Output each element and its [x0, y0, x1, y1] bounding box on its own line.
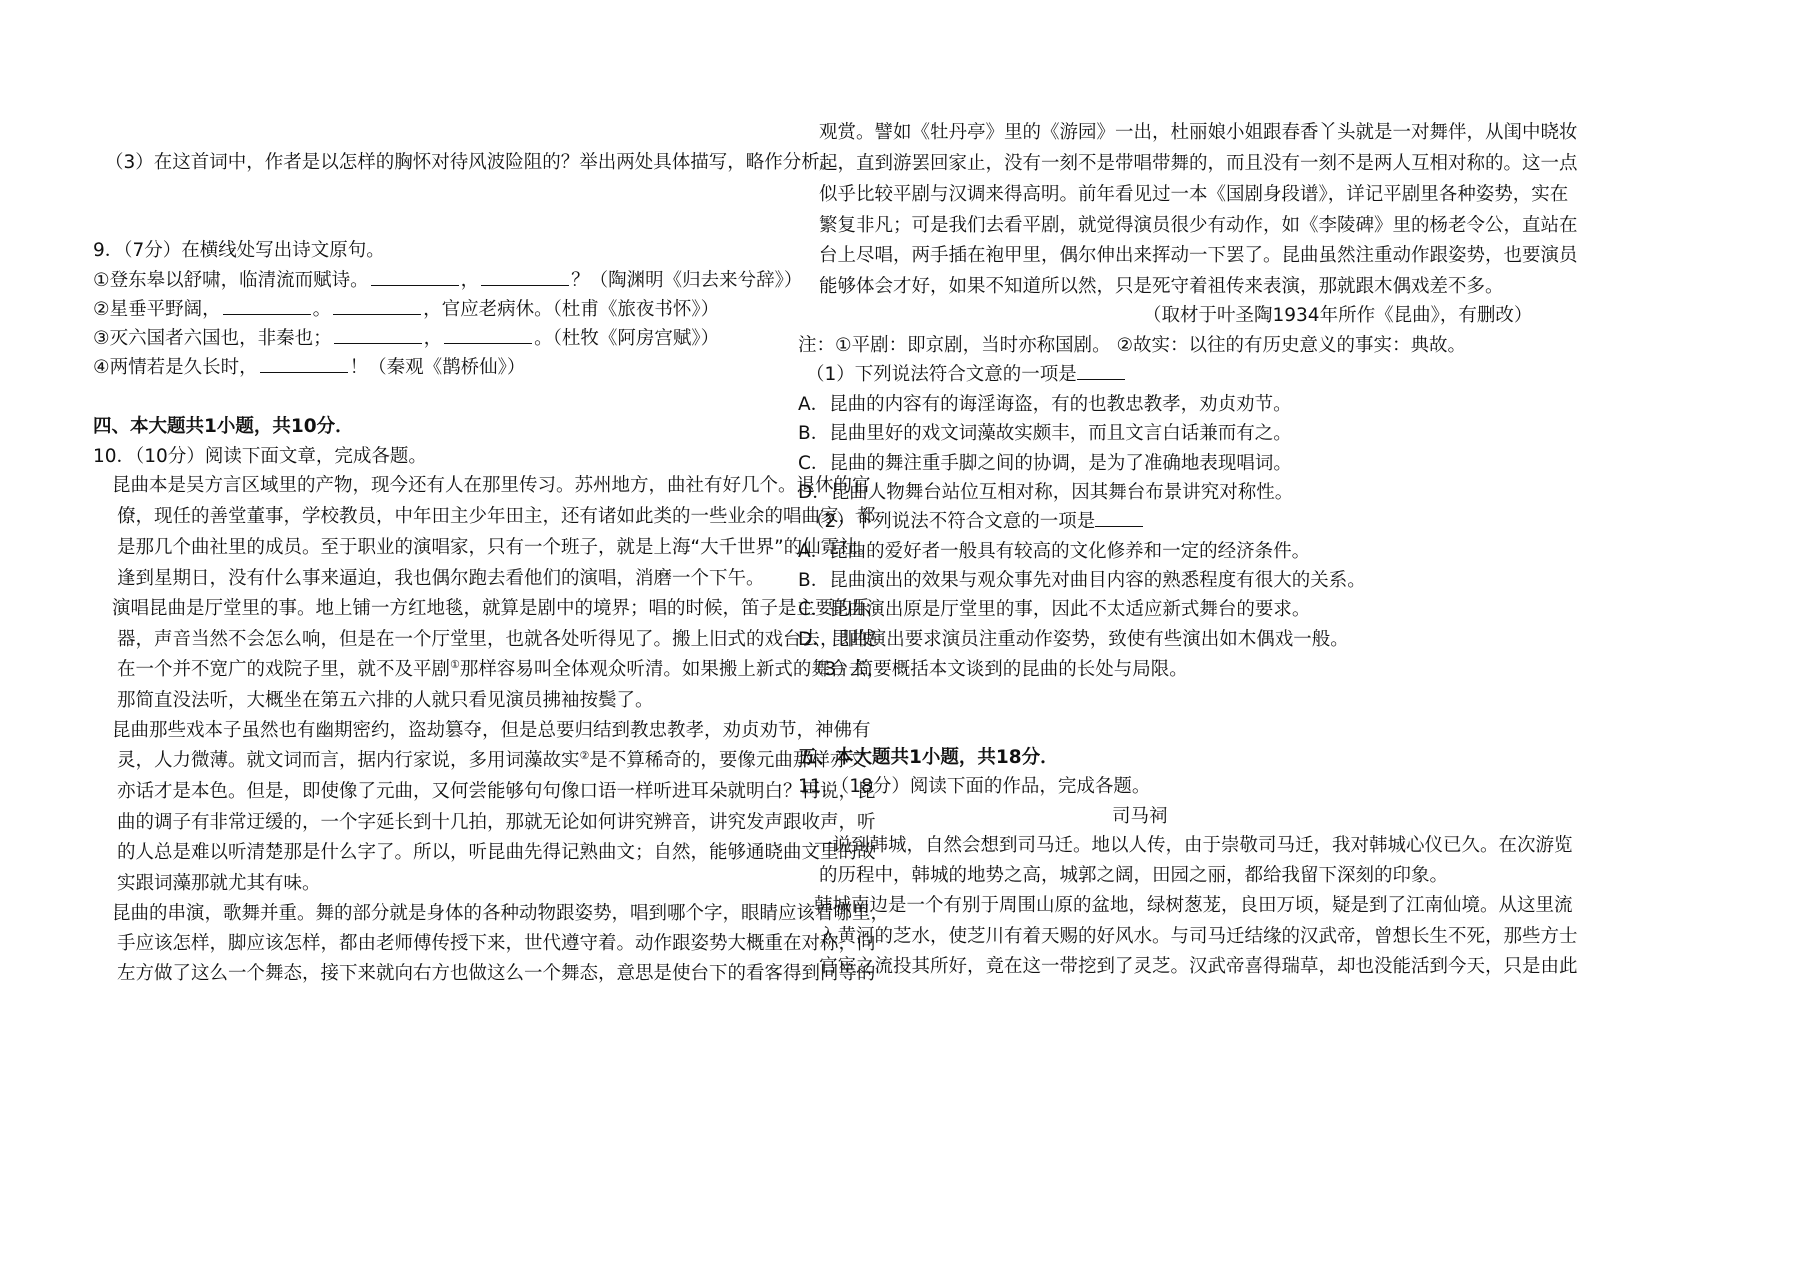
q9-line3: ③灭六国者六国也，非秦也； ， 。（杜牧《阿房宫赋》） — [93, 328, 720, 349]
paragraph-line: 台上尽唱，两手插在袍甲里，偶尔伸出来挥动一下罢了。昆曲虽然注重动作跟姿势，也要演员 — [819, 245, 1578, 266]
article-title: 司马祠 — [1112, 806, 1168, 827]
q9-line2: ②星垂平野阔， 。 ，官应老病休。（杜甫《旅夜书怀》） — [93, 299, 720, 320]
q9-line1: ①登东皋以舒啸，临清流而赋诗。 ， ？（陶渊明《归去来兮辞》） — [93, 270, 803, 291]
paragraph-line: 曲的调子有非常迂缓的，一个字延长到十几拍，那就无论如何讲究辨音，讲究发声跟收声，听 — [117, 812, 876, 833]
q9-line4: ④两情若是久长时， ！（秦观《鹊桥仙》） — [93, 357, 526, 378]
paragraph-line: 是那几个曲社里的成员。至于职业的演唱家，只有一个班子，就是上海“大千世界”的仙霓社。 — [117, 537, 877, 558]
sub-question-3: （3）简要概括本文谈到的昆曲的长处与局限。 — [806, 659, 1188, 680]
source-citation: （取材于叶圣陶1934年所作《昆曲》，有删改） — [1143, 305, 1533, 326]
paragraph-line: 左方做了这么一个舞态，接下来就向右方也做这么一个舞态，意思是使台下的看客得到同等的 — [117, 963, 876, 984]
answer-blank[interactable] — [333, 300, 421, 315]
answer-blank[interactable] — [481, 271, 569, 286]
q9-title: 9．（7分）在横线处写出诗文原句。 — [93, 240, 385, 261]
answer-blank[interactable] — [371, 271, 459, 286]
option-a: A．昆曲的爱好者一般具有较高的文化修养和一定的经济条件。 — [798, 541, 1311, 562]
paragraph-line: 那简直没法听，大概坐在第五六排的人就只看见演员拂袖按鬓了。 — [117, 690, 654, 711]
paragraph-line: 实跟词藻那就尤其有味。 — [117, 873, 321, 894]
paragraph-line: 一说到韩城，自然会想到司马迁。地以人传，由于崇敬司马迁，我对韩城心仪已久。在次游览 — [814, 835, 1573, 856]
paragraph-line: 的人总是难以听清楚那是什么字了。所以，听昆曲先得记熟曲文；自然，能够通晓曲文里的故 — [117, 842, 876, 863]
paragraph-line: 观赏。譬如《牡丹亭》里的《游园》一出，杜丽娘小姐跟春香丫头就是一对舞伴，从闺中晓妆 — [819, 122, 1578, 143]
sub-question-1: （1）下列说法符合文意的一项是 — [806, 364, 1125, 386]
option-c: C．昆曲的舞注重手脚之间的协调，是为了准确地表现唱词。 — [798, 453, 1292, 474]
option-d: D．昆曲人物舞台站位互相对称，因其舞台布景讲究对称性。 — [798, 482, 1294, 503]
answer-blank[interactable] — [1077, 365, 1125, 380]
paragraph-line: 昆曲本是吴方言区域里的产物，现今还有人在那里传习。苏州地方，曲社有好几个。退休的官 — [112, 475, 871, 496]
paragraph-line: 逢到星期日，没有什么事来逼迫，我也偶尔跑去看他们的演唱，消磨一个下午。 — [117, 568, 765, 589]
paragraph-line: 韩城南边是一个有别于周围山原的盆地，绿树葱茏，良田万顷，疑是到了江南仙境。从这里流 — [814, 895, 1573, 916]
paragraph-line: 能够体会才好，如果不知道所以然，只是死守着祖传来表演，那就跟木偶戏差不多。 — [819, 276, 1504, 297]
paragraph-line: 昆曲那些戏本子虽然也有幽期密约，盗劫篡夺，但是总要归结到教忠教孝，劝贞劝节，神佛有 — [112, 720, 871, 741]
option-d: D．昆曲演出要求演员注重动作姿势，致使有些演出如木偶戏一般。 — [798, 629, 1349, 650]
sub-question-2: （2）下列说法不符合文意的一项是 — [806, 511, 1143, 533]
paragraph-line: 昆曲的串演，歌舞并重。舞的部分就是身体的各种动物跟姿势，唱到哪个字，眼睛应该看哪里， — [112, 903, 890, 924]
q10-title: 10．（10分）阅读下面文章，完成各题。 — [93, 446, 427, 467]
answer-blank[interactable] — [444, 329, 532, 344]
answer-blank[interactable] — [1095, 512, 1143, 527]
option-b: B．昆曲里好的戏文词藻故实颇丰，而且文言白话兼而有之。 — [798, 423, 1292, 444]
answer-blank[interactable] — [223, 300, 311, 315]
footnote-marker: ① — [450, 658, 460, 671]
section-4-heading: 四、本大题共1小题，共10分． — [93, 416, 354, 437]
answer-blank[interactable] — [260, 358, 348, 373]
footnote-marker: ② — [579, 749, 590, 762]
footnote: 注：①平剧：即京剧，当时亦称国剧。 ②故实：以往的有历史意义的事实：典故。 — [798, 335, 1467, 356]
option-c: C．昆曲演出原是厅堂里的事，因此不太适应新式舞台的要求。 — [798, 599, 1311, 620]
paragraph-line: 入黄河的芝水，使芝川有着天赐的好风水。与司马迁结缘的汉武帝，曾想长生不死，那些方士 — [819, 926, 1578, 947]
option-a: A．昆曲的内容有的诲淫诲盗，有的也教忠教孝，劝贞劝节。 — [798, 394, 1292, 415]
paragraph-line: 繁复非凡；可是我们去看平剧，就觉得演员很少有动作，如《李陵碑》里的杨老令公，直站在 — [819, 215, 1578, 236]
paragraph-line: 器，声音当然不会怎么响，但是在一个厅堂里，也就各处听得见了。搬上旧式的戏台去，即使 — [117, 629, 876, 650]
paragraph-line: 似乎比较平剧与汉调来得高明。前年看见过一本《国剧身段谱》，详记平剧里各种姿势，实在 — [819, 184, 1569, 205]
paragraph-line: 演唱昆曲是厅堂里的事。地上铺一方红地毯，就算是剧中的境界；唱的时候，笛子是主要的乐 — [112, 598, 871, 619]
paragraph-line: 僚，现任的善堂董事，学校教员，中年田主少年田主，还有诸如此类的一些业余的唱曲家，都 — [117, 506, 876, 527]
paragraph-line: 在一个并不宽广的戏院子里，就不及平剧①那样容易叫全体观众听清。如果搬上新式的舞台去， — [117, 658, 886, 680]
q8-sub3: （3）在这首词中，作者是以怎样的胸怀对待风波险阻的？举出两处具体描写，略作分析。 — [105, 152, 839, 173]
paragraph-line: 的历程中，韩城的地势之高，城郭之阔，田园之丽，都给我留下深刻的印象。 — [819, 865, 1449, 886]
paragraph-line: 手应该怎样，脚应该怎样，都由老师傅传授下来，世代遵守着。动作跟姿势大概重在对称，向 — [117, 933, 876, 954]
answer-blank[interactable] — [334, 329, 422, 344]
paragraph-line: 亦话才是本色。但是，即使像了元曲，又何尝能够句句像口语一样听进耳朵就明白？再说，昆 — [117, 781, 876, 802]
option-b: B．昆曲演出的效果与观众事先对曲目内容的熟悉程度有很大的关系。 — [798, 570, 1366, 591]
paragraph-line: 官宦之流投其所好，竟在这一带挖到了灵芝。汉武帝喜得瑞草，却也没能活到今天，只是由此 — [819, 956, 1578, 977]
section-5-heading: 五、本大题共1小题，共18分． — [798, 747, 1059, 768]
paragraph-line: 灵，人力微薄。就文词而言，据内行家说，多用词藻故实②是不算稀奇的，要像元曲那样亦文 — [117, 749, 867, 771]
paragraph-line: 起，直到游罢回家止，没有一刻不是带唱带舞的，而且没有一刻不是两人互相对称的。这一点 — [819, 153, 1578, 174]
q11-title: 11．（18分）阅读下面的作品，完成各题。 — [798, 776, 1151, 797]
